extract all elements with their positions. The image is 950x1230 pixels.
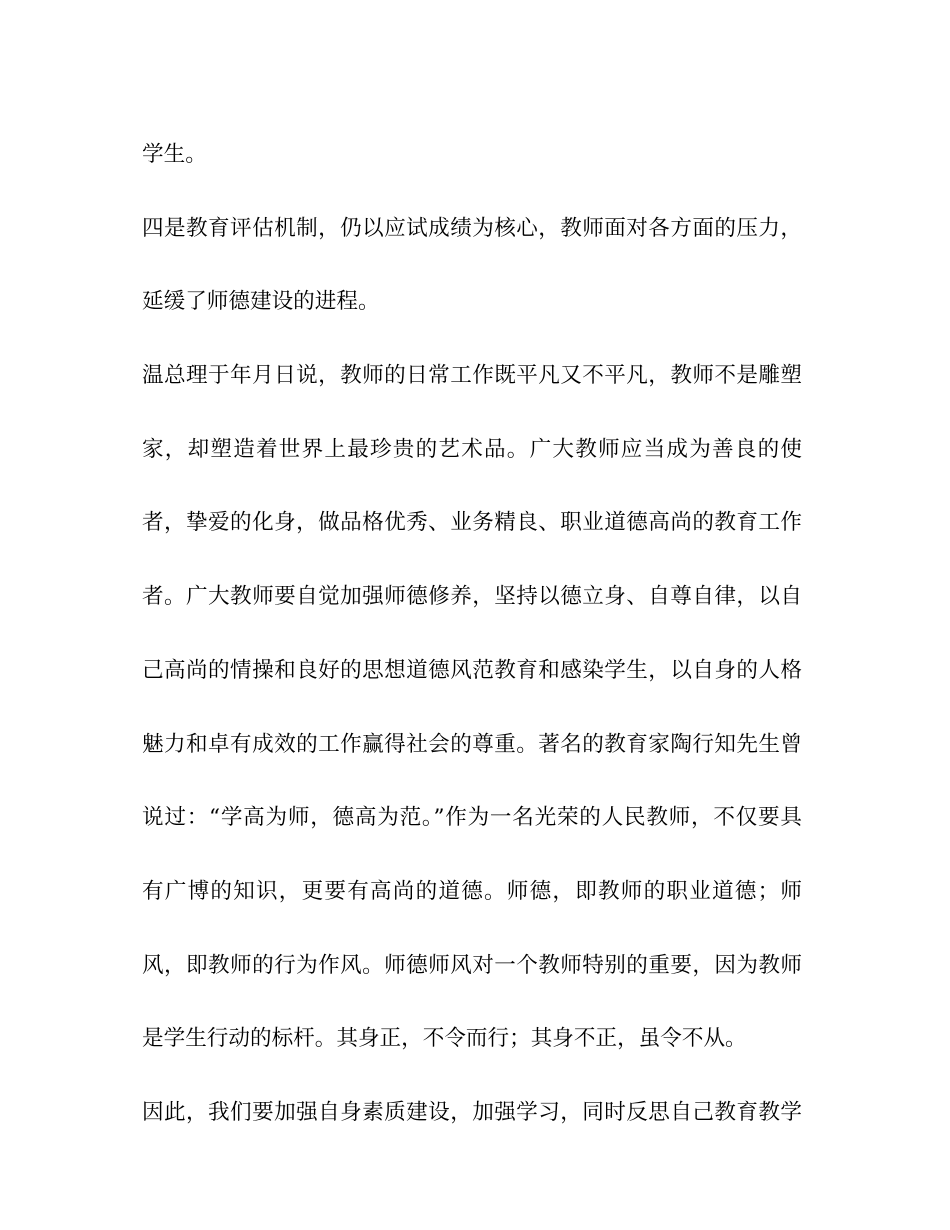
text-line: 因此，我们要加强自身素质建设，加强学习，同时反思自己教育教学: [142, 1099, 802, 1125]
text-line: 是学生行动的标杆。其身正，不令而行；其身不正，虽令不从。: [142, 1026, 747, 1052]
text-line: 说过：“学高为师，德高为范。”作为一名光荣的人民教师，不仅要具: [142, 805, 802, 831]
text-line: 四是教育评估机制，仍以应试成绩为核心，教师面对各方面的压力，: [142, 215, 802, 241]
text-line: 学生。: [142, 142, 207, 167]
text-line: 己高尚的情操和良好的思想道德风范教育和感染学生，以自身的人格: [142, 657, 802, 683]
body-text: [142, 118, 802, 1150]
text-line: 温总理于年月日说，教师的日常工作既平凡又不平凡，教师不是雕塑: [142, 363, 802, 389]
text-line: 风，即教师的行为作风。师德师风对一个教师特别的重要，因为教师: [142, 952, 802, 978]
text-line: 魅力和卓有成效的工作赢得社会的尊重。著名的教育家陶行知先生曾: [142, 731, 802, 757]
text-line: 者。广大教师要自觉加强师德修养，坚持以德立身、自尊自律，以自: [142, 584, 802, 610]
text-line: 家，却塑造着世界上最珍贵的艺术品。广大教师应当成为善良的使: [142, 436, 802, 462]
text-line: 延缓了师德建设的进程。: [142, 289, 380, 315]
text-line: 有广博的知识，更要有高尚的道德。师德，即教师的职业道德；师: [142, 878, 802, 904]
text-line: 者，挚爱的化身，做品格优秀、业务精良、职业道德高尚的教育工作: [142, 510, 802, 536]
